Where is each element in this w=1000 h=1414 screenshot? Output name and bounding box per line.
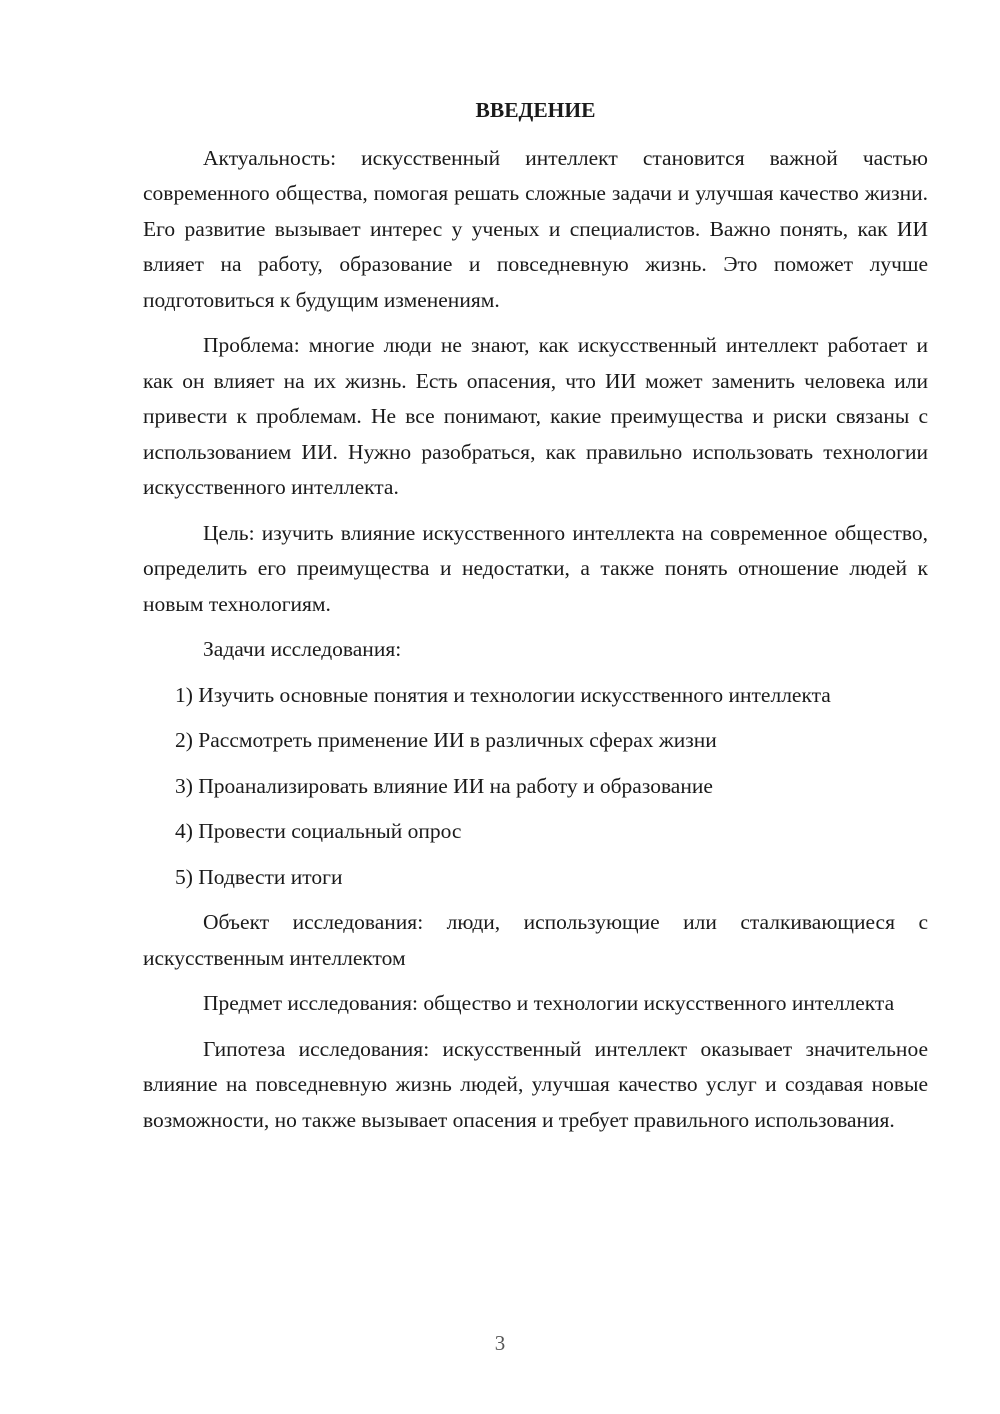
task-item: 5) Подвести итоги bbox=[175, 864, 343, 889]
page-title: ВВЕДЕНИЕ bbox=[475, 98, 596, 122]
page-number: 3 bbox=[494, 1331, 506, 1355]
tasks-heading: Задачи исследования: bbox=[203, 637, 402, 661]
relevance-paragraph: Актуальность: искусственный интеллект становится важной частью современного общества, помогая решать сложные задачи и улучшая качество жизни. Его развитие вызывает интерес у ученых и специалистов. Важно понять, как ИИ влияет на работу, образование и повседневную жизнь. Это поможет лучше подготовиться к будущим изменениям. bbox=[143, 145, 928, 312]
task-item: 1) Изучить основные понятия и технологии искусственного интеллекта bbox=[175, 682, 831, 707]
subject-paragraph: Предмет исследования: общество и технологии искусственного интеллекта bbox=[203, 991, 895, 1015]
task-item: 4) Провести социальный опрос bbox=[175, 819, 462, 843]
hypothesis-paragraph: Гипотеза исследования: искусственный интеллект оказывает значительное влияние на повседневную жизнь людей, улучшая качество услуг и создавая новые возможности, но также вызывает опасения и требует правильного использования. bbox=[143, 1036, 928, 1132]
problem-paragraph: Проблема: многие люди не знают, как искусственный интеллект работает и как он влияет на их жизнь. Есть опасения, что ИИ может заменить человека или привести к проблемам. Не все понимают, какие преимущества и риски связаны с использованием ИИ. Нужно разобраться, как правильно использовать технологии искусственного интеллекта. bbox=[143, 333, 928, 499]
task-item: 2) Рассмотреть применение ИИ в различных сферах жизни bbox=[175, 728, 717, 752]
document-body bbox=[143, 93, 928, 1148]
goal-paragraph: Цель: изучить влияние искусственного интеллекта на современное общество, определить его преимущества и недостатки, а также понять отношение людей к новым технологиям. bbox=[143, 520, 928, 616]
task-item: 3) Проанализировать влияние ИИ на работу и образование bbox=[175, 773, 713, 798]
object-paragraph: Объект исследования: люди, использующие или сталкивающиеся с искусственным интеллектом bbox=[143, 910, 928, 970]
